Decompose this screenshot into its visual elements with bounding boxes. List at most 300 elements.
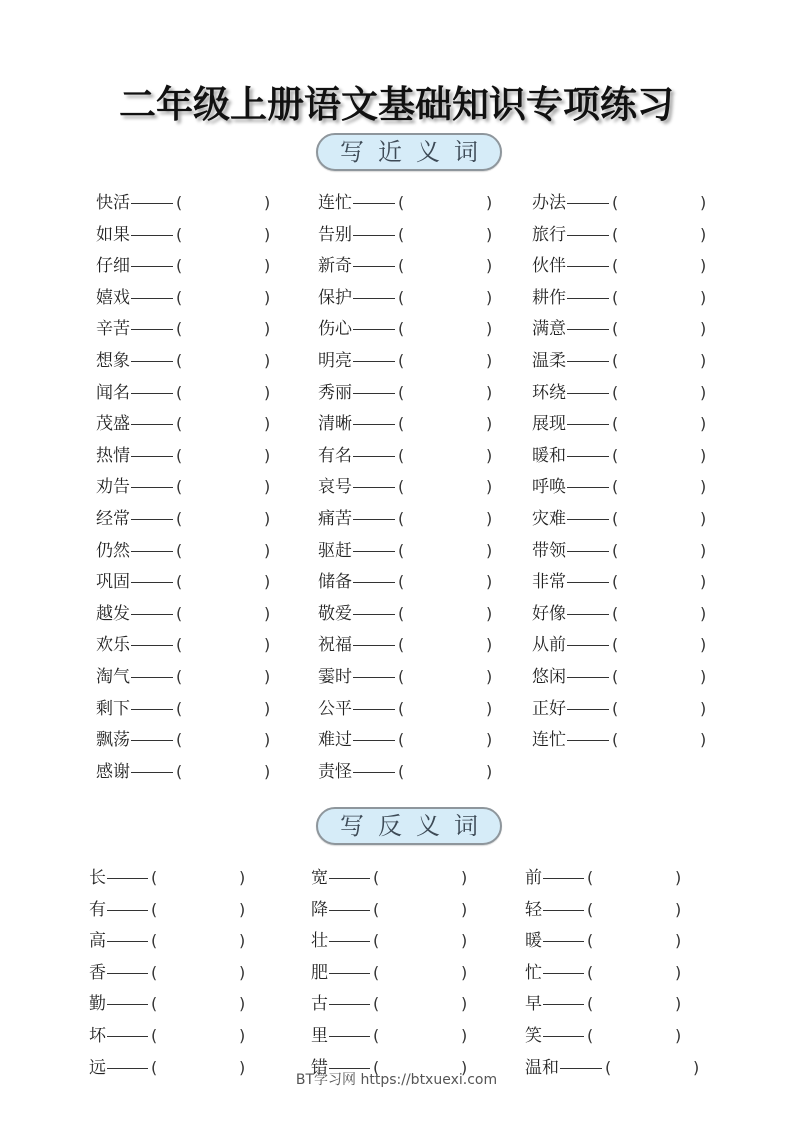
synonyms-item: [96, 349, 276, 373]
answer-blank[interactable]: [406, 539, 484, 563]
dash-separator: [353, 298, 395, 299]
prompt-word: 带领: [532, 540, 566, 561]
answer-blank-close-paren: ): [486, 540, 493, 560]
answer-blank[interactable]: [381, 1024, 459, 1048]
dash-separator: [543, 1036, 584, 1037]
answer-blank-close-paren: ): [486, 509, 493, 528]
answer-blank[interactable]: [406, 412, 484, 436]
answer-blank[interactable]: [406, 223, 484, 247]
prompt-word: 保护: [318, 287, 352, 308]
answer-blank-open-paren: (: [612, 572, 619, 592]
synonyms-item: [318, 633, 498, 657]
synonyms-item: [96, 633, 276, 657]
prompt-word: 宽: [311, 868, 328, 888]
dash-separator: [567, 298, 609, 299]
answer-blank-close-paren: ): [264, 224, 271, 244]
prompt-word: 霎时: [318, 667, 352, 687]
answer-blank-open-paren: (: [398, 572, 405, 592]
synonyms-item: [318, 475, 498, 499]
answer-blank-open-paren: (: [176, 635, 183, 655]
prompt-word: 远: [89, 1057, 106, 1078]
answer-blank-close-paren: ): [486, 572, 493, 592]
answer-blank[interactable]: [184, 697, 262, 721]
answer-blank-close-paren: ): [486, 256, 493, 276]
answer-blank-open-paren: (: [373, 868, 380, 887]
answer-blank-open-paren: (: [373, 1026, 380, 1045]
answer-blank[interactable]: [406, 191, 484, 215]
answer-blank-close-paren: ): [700, 319, 707, 339]
answer-blank[interactable]: [159, 1024, 237, 1048]
answer-blank-close-paren: ): [239, 931, 246, 951]
prompt-word: 热情: [96, 445, 130, 466]
synonyms-item: [96, 760, 276, 784]
prompt-word: 连忙: [532, 730, 566, 751]
answer-blank-open-paren: (: [587, 931, 594, 951]
prompt-word: 降: [311, 899, 328, 920]
answer-blank-open-paren: (: [612, 351, 619, 370]
answer-blank[interactable]: [159, 866, 237, 890]
answer-blank[interactable]: [406, 633, 484, 657]
synonyms-item: [532, 381, 712, 405]
synonyms-item: [532, 602, 712, 626]
prompt-word: 满意: [532, 319, 566, 340]
prompt-word: 经常: [96, 509, 130, 529]
answer-blank-close-paren: ): [700, 193, 707, 212]
prompt-word: 嬉戏: [96, 287, 130, 308]
answer-blank[interactable]: [406, 444, 484, 468]
synonyms-item: [318, 223, 498, 247]
prompt-word: 敬爱: [318, 603, 352, 624]
dash-separator: [329, 973, 370, 974]
answer-blank-open-paren: (: [612, 414, 619, 434]
answer-blank[interactable]: [620, 223, 698, 247]
synonyms-item: [96, 412, 276, 436]
answer-blank-open-paren: (: [398, 698, 405, 718]
prompt-word: 高: [89, 931, 106, 952]
answer-blank[interactable]: [406, 286, 484, 310]
dash-separator: [131, 203, 173, 204]
answer-blank-close-paren: ): [264, 540, 271, 560]
answer-blank[interactable]: [184, 191, 262, 215]
answer-blank-open-paren: (: [398, 445, 405, 465]
dash-separator: [131, 235, 173, 236]
answer-blank[interactable]: [184, 760, 262, 784]
answer-blank[interactable]: [184, 444, 262, 468]
answer-blank-open-paren: (: [398, 382, 405, 402]
answer-blank-open-paren: (: [398, 603, 405, 623]
synonyms-item: [318, 507, 498, 531]
answer-blank-open-paren: (: [612, 256, 619, 276]
answer-blank-close-paren: ): [675, 962, 682, 982]
answer-blank-close-paren: ): [486, 319, 493, 339]
answer-blank[interactable]: [406, 349, 484, 373]
answer-blank-open-paren: (: [151, 994, 158, 1014]
antonyms-item: [89, 898, 251, 922]
answer-blank[interactable]: [406, 317, 484, 341]
synonyms-item: [96, 728, 276, 752]
answer-blank-close-paren: ): [486, 351, 493, 370]
answer-blank-close-paren: ): [264, 193, 271, 212]
section-heading-synonyms: 写近义词: [316, 133, 502, 171]
prompt-word: 感谢: [96, 761, 130, 782]
answer-blank-close-paren: ): [486, 445, 493, 465]
prompt-word: 快活: [96, 193, 130, 213]
prompt-word: 温柔: [532, 351, 566, 371]
answer-blank[interactable]: [184, 507, 262, 531]
dash-separator: [131, 456, 173, 457]
prompt-word: 有名: [318, 445, 352, 466]
answer-blank[interactable]: [184, 412, 262, 436]
answer-blank[interactable]: [381, 898, 459, 922]
answer-blank-open-paren: (: [398, 319, 405, 339]
answer-blank[interactable]: [159, 961, 237, 985]
answer-blank[interactable]: [381, 961, 459, 985]
answer-blank-open-paren: (: [398, 224, 405, 244]
answer-blank[interactable]: [620, 412, 698, 436]
dash-separator: [567, 266, 609, 267]
answer-blank[interactable]: [184, 317, 262, 341]
answer-blank[interactable]: [595, 898, 673, 922]
prompt-word: 古: [311, 994, 328, 1015]
answer-blank-open-paren: (: [176, 603, 183, 623]
answer-blank[interactable]: [620, 317, 698, 341]
dash-separator: [543, 910, 584, 911]
answer-blank-close-paren: ): [486, 287, 493, 307]
answer-blank[interactable]: [184, 349, 262, 373]
answer-blank-close-paren: ): [700, 382, 707, 402]
answer-blank[interactable]: [184, 286, 262, 310]
prompt-word: 早: [525, 994, 542, 1015]
answer-blank-close-paren: ): [239, 899, 246, 919]
dash-separator: [107, 910, 148, 911]
dash-separator: [329, 1036, 370, 1037]
answer-blank[interactable]: [184, 223, 262, 247]
dash-separator: [567, 677, 609, 678]
dash-separator: [131, 487, 173, 488]
antonyms-item: [525, 866, 687, 890]
dash-separator: [353, 709, 395, 710]
synonyms-item: [532, 475, 712, 499]
answer-blank-close-paren: ): [700, 572, 707, 592]
synonyms-item: [318, 444, 498, 468]
prompt-word: 新奇: [318, 256, 352, 277]
dash-separator: [543, 973, 584, 974]
answer-blank[interactable]: [184, 728, 262, 752]
answer-blank[interactable]: [406, 570, 484, 594]
synonyms-item: [532, 349, 712, 373]
synonyms-item: [318, 697, 498, 721]
answer-blank-close-paren: ): [461, 962, 468, 982]
answer-blank[interactable]: [406, 381, 484, 405]
dash-separator: [107, 1036, 148, 1037]
answer-blank[interactable]: [406, 507, 484, 531]
dash-separator: [107, 973, 148, 974]
antonyms-item: [89, 866, 251, 890]
antonyms-item: [311, 961, 473, 985]
answer-blank-close-paren: ): [675, 994, 682, 1014]
dash-separator: [567, 203, 609, 204]
answer-blank[interactable]: [381, 992, 459, 1016]
answer-blank-close-paren: ): [693, 1057, 700, 1077]
answer-blank-close-paren: ): [264, 761, 271, 781]
answer-blank-close-paren: ): [486, 667, 493, 686]
answer-blank[interactable]: [406, 697, 484, 721]
antonyms-item: [525, 992, 687, 1016]
answer-blank-open-paren: (: [373, 994, 380, 1014]
dash-separator: [131, 266, 173, 267]
answer-blank-close-paren: ): [264, 698, 271, 718]
dash-separator: [567, 519, 609, 520]
answer-blank-close-paren: ): [239, 994, 246, 1014]
dash-separator: [131, 677, 173, 678]
dash-separator: [329, 1004, 370, 1005]
dash-separator: [131, 424, 173, 425]
dash-separator: [353, 203, 395, 204]
answer-blank-open-paren: (: [176, 256, 183, 276]
answer-blank-open-paren: (: [398, 256, 405, 276]
dash-separator: [353, 582, 395, 583]
answer-blank[interactable]: [184, 539, 262, 563]
synonyms-item: [96, 539, 276, 563]
answer-blank-close-paren: ): [239, 962, 246, 982]
answer-blank-close-paren: ): [264, 730, 271, 750]
watermark-footer: BT学习网 https://btxuexi.com: [295, 1072, 498, 1088]
synonyms-item: [96, 254, 276, 278]
answer-blank[interactable]: [406, 254, 484, 278]
answer-blank[interactable]: [620, 728, 698, 752]
answer-blank-close-paren: ): [264, 414, 271, 434]
answer-blank-open-paren: (: [612, 730, 619, 750]
prompt-word: 清晰: [318, 414, 352, 435]
dash-separator: [353, 614, 395, 615]
answer-blank-open-paren: (: [612, 509, 619, 528]
prompt-word: 正好: [532, 698, 566, 719]
answer-blank-close-paren: ): [486, 603, 493, 623]
synonyms-item: [96, 602, 276, 626]
prompt-word: 里: [311, 1026, 328, 1046]
dash-separator: [543, 941, 584, 942]
answer-blank-open-paren: (: [587, 1026, 594, 1045]
dash-separator: [567, 645, 609, 646]
answer-blank[interactable]: [620, 633, 698, 657]
prompt-word: 责怪: [318, 761, 352, 782]
answer-blank-close-paren: ): [486, 635, 493, 655]
synonyms-item: [532, 191, 712, 215]
dash-separator: [353, 235, 395, 236]
answer-blank-close-paren: ): [700, 445, 707, 465]
answer-blank-close-paren: ): [264, 319, 271, 339]
answer-blank-open-paren: (: [587, 899, 594, 919]
answer-blank-close-paren: ): [264, 382, 271, 402]
answer-blank[interactable]: [620, 381, 698, 405]
answer-blank[interactable]: [595, 992, 673, 1016]
answer-blank-open-paren: (: [176, 477, 183, 497]
answer-blank-open-paren: (: [612, 540, 619, 560]
answer-blank-open-paren: (: [151, 899, 158, 919]
answer-blank[interactable]: [595, 961, 673, 985]
dash-separator: [567, 614, 609, 615]
answer-blank[interactable]: [620, 254, 698, 278]
answer-blank[interactable]: [184, 665, 262, 689]
answer-blank-close-paren: ): [700, 540, 707, 560]
dash-separator: [131, 298, 173, 299]
antonyms-item: [311, 929, 473, 953]
answer-blank-open-paren: (: [587, 962, 594, 982]
dash-separator: [107, 1004, 148, 1005]
answer-blank[interactable]: [620, 507, 698, 531]
answer-blank-open-paren: (: [176, 224, 183, 244]
synonyms-item: [318, 570, 498, 594]
prompt-word: 呼唤: [532, 477, 566, 498]
answer-blank[interactable]: [184, 254, 262, 278]
antonyms-item: [89, 929, 251, 953]
answer-blank-open-paren: (: [176, 414, 183, 434]
answer-blank-open-paren: (: [398, 414, 405, 434]
dash-separator: [131, 740, 173, 741]
synonyms-item: [318, 191, 498, 215]
answer-blank-open-paren: (: [398, 667, 405, 686]
dash-separator: [567, 329, 609, 330]
answer-blank[interactable]: [159, 898, 237, 922]
answer-blank-close-paren: ): [486, 382, 493, 402]
answer-blank[interactable]: [406, 475, 484, 499]
synonyms-item: [318, 286, 498, 310]
answer-blank-open-paren: (: [176, 445, 183, 465]
answer-blank-close-paren: ): [239, 868, 246, 887]
dash-separator: [131, 709, 173, 710]
answer-blank[interactable]: [406, 665, 484, 689]
answer-blank[interactable]: [620, 665, 698, 689]
dash-separator: [131, 519, 173, 520]
answer-blank[interactable]: [184, 602, 262, 626]
answer-blank-close-paren: ): [264, 635, 271, 655]
answer-blank-close-paren: ): [700, 667, 707, 686]
dash-separator: [353, 487, 395, 488]
answer-blank[interactable]: [620, 349, 698, 373]
answer-blank[interactable]: [184, 570, 262, 594]
answer-blank[interactable]: [381, 929, 459, 953]
synonyms-item: [532, 444, 712, 468]
dash-separator: [353, 519, 395, 520]
answer-blank-open-paren: (: [398, 509, 405, 528]
prompt-word: 伙伴: [532, 256, 566, 277]
dash-separator: [131, 361, 173, 362]
prompt-word: 非常: [532, 572, 566, 593]
prompt-word: 劝告: [96, 477, 130, 498]
answer-blank[interactable]: [406, 760, 484, 784]
prompt-word: 痛苦: [318, 509, 352, 529]
dash-separator: [353, 740, 395, 741]
answer-blank-close-paren: ): [700, 603, 707, 623]
dash-separator: [567, 487, 609, 488]
answer-blank[interactable]: [620, 602, 698, 626]
answer-blank-open-paren: (: [176, 287, 183, 307]
answer-blank-open-paren: (: [612, 667, 619, 686]
synonyms-item: [532, 223, 712, 247]
synonyms-item: [532, 728, 712, 752]
answer-blank[interactable]: [620, 570, 698, 594]
answer-blank-open-paren: (: [176, 667, 183, 686]
prompt-word: 香: [89, 962, 106, 983]
page-title: 二年级上册语文基础知识专项练习: [119, 82, 674, 126]
answer-blank[interactable]: [406, 728, 484, 752]
synonyms-item: [318, 760, 498, 784]
answer-blank[interactable]: [595, 866, 673, 890]
answer-blank[interactable]: [620, 539, 698, 563]
answer-blank-open-paren: (: [612, 603, 619, 623]
answer-blank[interactable]: [595, 1024, 673, 1048]
answer-blank[interactable]: [620, 475, 698, 499]
dash-separator: [353, 677, 395, 678]
dash-separator: [567, 582, 609, 583]
answer-blank-open-paren: (: [398, 193, 405, 212]
answer-blank-open-paren: (: [398, 730, 405, 750]
prompt-word: 错: [311, 1057, 328, 1078]
dash-separator: [131, 551, 173, 552]
synonyms-item: [532, 665, 712, 689]
answer-blank[interactable]: [381, 866, 459, 890]
prompt-word: 办法: [532, 193, 566, 213]
answer-blank-open-paren: (: [612, 193, 619, 212]
answer-blank-open-paren: (: [176, 698, 183, 718]
answer-blank-close-paren: ): [675, 931, 682, 951]
synonyms-item: [532, 697, 712, 721]
prompt-word: 飘荡: [96, 730, 130, 751]
prompt-word: 淘气: [96, 667, 130, 687]
prompt-word: 秀丽: [318, 382, 352, 403]
synonyms-item: [318, 254, 498, 278]
prompt-word: 难过: [318, 730, 352, 751]
answer-blank-open-paren: (: [373, 1057, 380, 1077]
answer-blank[interactable]: [184, 633, 262, 657]
answer-blank-close-paren: ): [700, 351, 707, 370]
answer-blank-close-paren: ): [239, 1026, 246, 1045]
answer-blank[interactable]: [620, 286, 698, 310]
prompt-word: 有: [89, 899, 106, 920]
answer-blank[interactable]: [620, 444, 698, 468]
answer-blank[interactable]: [406, 602, 484, 626]
answer-blank-close-paren: ): [264, 509, 271, 528]
answer-blank-close-paren: ): [264, 477, 271, 497]
answer-blank-close-paren: ): [264, 445, 271, 465]
answer-blank[interactable]: [184, 475, 262, 499]
synonyms-item: [532, 254, 712, 278]
answer-blank[interactable]: [184, 381, 262, 405]
prompt-word: 越发: [96, 603, 130, 624]
dash-separator: [329, 878, 370, 879]
prompt-word: 闻名: [96, 382, 130, 403]
synonyms-item: [96, 665, 276, 689]
prompt-word: 长: [89, 868, 106, 888]
answer-blank-close-paren: ): [700, 477, 707, 497]
answer-blank[interactable]: [595, 929, 673, 953]
antonyms-item: [525, 898, 687, 922]
answer-blank-open-paren: (: [612, 635, 619, 655]
synonyms-item: [96, 191, 276, 215]
antonyms-item: [525, 961, 687, 985]
answer-blank[interactable]: [159, 929, 237, 953]
answer-blank-open-paren: (: [151, 962, 158, 982]
answer-blank-open-paren: (: [398, 351, 405, 370]
answer-blank-open-paren: (: [176, 319, 183, 339]
answer-blank-close-paren: ): [700, 698, 707, 718]
answer-blank[interactable]: [620, 697, 698, 721]
answer-blank-close-paren: ): [486, 477, 493, 497]
prompt-word: 如果: [96, 224, 130, 245]
antonyms-item: [525, 929, 687, 953]
answer-blank[interactable]: [620, 191, 698, 215]
answer-blank[interactable]: [159, 992, 237, 1016]
